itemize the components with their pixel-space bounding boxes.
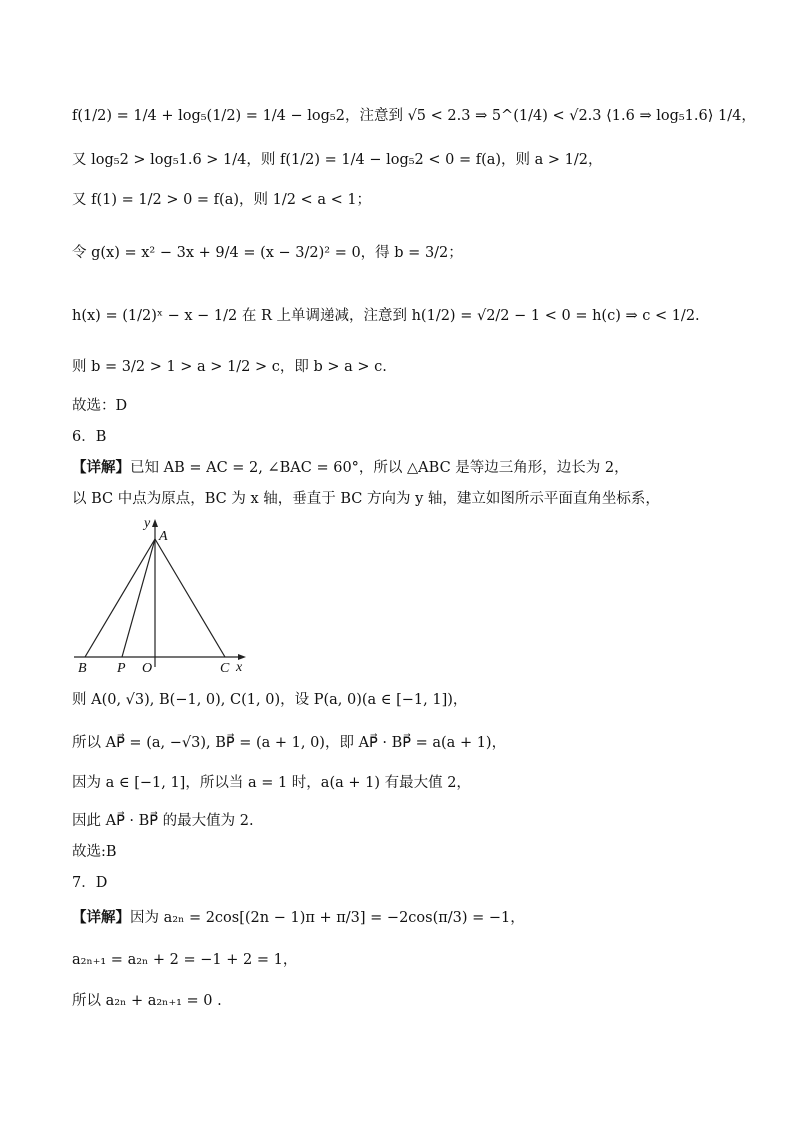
answer-line-6: 故选:B <box>72 844 117 860</box>
label-x: x <box>236 660 243 675</box>
sequence-line-2: 所以 a₂ₙ + a₂ₙ₊₁ = 0 . <box>72 993 222 1009</box>
vectors-line: 所以 AP⃗ = (a, −√3), BP⃗ = (a + 1, 0)，即 AP⃗ · BP⃗ = a(a + 1)， <box>72 735 507 751</box>
solution-line-4: 令 g(x) = x² − 3x + 9/4 = (x − 3/2)² = 0，得 b = 3/2； <box>72 245 463 261</box>
solution-line-3: 又 f(1) = 1/2 > 0 = f(a)，则 1/2 < a < 1； <box>72 192 372 208</box>
label-C: C <box>220 661 230 675</box>
solution-line-6: 则 b = 3/2 > 1 > a > 1/2 > c，即 b > a > c. <box>72 359 387 375</box>
y-axis-arrow-icon <box>152 519 158 527</box>
conclusion-line: 因此 AP⃗ · BP⃗ 的最大值为 2. <box>72 813 254 829</box>
question-7-header: 7．D <box>72 875 108 891</box>
detail-line-7 <box>72 908 525 928</box>
answer-line-5: 故选：D <box>72 398 128 414</box>
segment-AP <box>122 539 155 657</box>
side-AB <box>85 539 155 657</box>
label-y: y <box>144 516 151 531</box>
question-6-header: 6．B <box>72 429 107 445</box>
detail-line-6 <box>72 458 629 478</box>
sequence-line-1: a₂ₙ₊₁ = a₂ₙ + 2 = −1 + 2 = 1， <box>72 952 298 968</box>
detail-text: 已知 AB = AC = 2, ∠BAC = 60°，所以 △ABC 是等边三角形，边长为 2， <box>130 460 629 476</box>
label-O: O <box>142 661 153 675</box>
label-B: B <box>78 661 87 675</box>
detail-tag: 【详解】 <box>72 909 130 926</box>
side-AC <box>155 539 225 657</box>
solution-line-5: h(x) = (1/2)ˣ − x − 1/2 在 R 上单调递减，注意到 h(1/2) = √2/2 − 1 < 0 = h(c) ⇒ c < 1/2. <box>72 308 700 324</box>
solution-line-2: 又 log₅2 > log₅1.6 > 1/4，则 f(1/2) = 1/4 − log₅2 < 0 = f(a)，则 a > 1/2， <box>72 152 603 168</box>
solution-line-1: f(1/2) = 1/4 + log₅(1/2) = 1/4 − log₅2，注意到 √5 < 2.3 ⇒ 5^(1/4) < √2.3 ⟨1.6 ⇒ log₅1.6⟩ 1/4， <box>72 108 756 124</box>
detail-text: 因为 a₂ₙ = 2cos[(2n − 1)π + π/3] = −2cos(π/3) = −1， <box>130 910 525 926</box>
detail-tag: 【详解】 <box>72 459 130 476</box>
triangle-figure <box>70 515 260 675</box>
max-value-line: 因为 a ∈ [−1, 1]，所以当 a = 1 时，a(a + 1) 有最大值 2， <box>72 775 471 791</box>
coordinates-line: 则 A(0, √3), B(−1, 0), C(1, 0)，设 P(a, 0)(a ∈ [−1, 1])， <box>72 692 468 708</box>
label-A: A <box>159 529 168 544</box>
label-P: P <box>117 661 126 675</box>
coordinate-setup-line: 以 BC 中点为原点，BC 为 x 轴，垂直于 BC 方向为 y 轴，建立如图所示平面直角坐标系， <box>72 491 660 507</box>
